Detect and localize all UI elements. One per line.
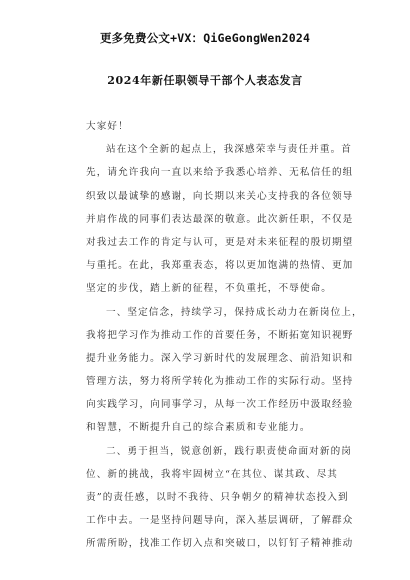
text-line: 工作中去。一是坚持问题导向，深入基层调研，了解群众 — [86, 515, 354, 527]
text-line: 站在这个全新的起点上，我深感荣幸与责任并重。首 — [106, 144, 352, 156]
text-line: 对我过去工作的肯定与认可，更是对未来征程的殷切期望 — [86, 236, 354, 248]
text-line: 大家好！ — [86, 121, 129, 132]
text-line: 织致以最诚挚的感谢，向长期以来关心支持我的各位领导 — [86, 190, 354, 202]
text-line: 管理方法，努力将所学转化为推动工作的实际行动。坚持 — [86, 376, 354, 388]
text-line: 责”的责任感，以时不我待、只争朝夕的精神状态投入到 — [86, 492, 349, 503]
text-line: 和智慧，不断提升自己的综合素质和专业能力。 — [86, 422, 311, 434]
text-line: 先，请允许我向一直以来给予我悉心培养、无私信任的组 — [86, 167, 354, 179]
text-line: 一、坚定信念，持续学习，保持成长动力在新岗位上， — [106, 306, 363, 318]
text-line: 向实践学习，向同事学习，从每一次工作经历中汲取经验 — [86, 399, 354, 411]
text-line: 提升业务能力。深入学习新时代的发展理念、前沿知识和 — [86, 352, 354, 364]
document-body — [86, 115, 363, 556]
text-line: 我将把学习作为推动工作的首要任务，不断拓宽知识视野 — [86, 329, 354, 341]
text-line: 所需所盼，找准工作切入点和突破口，以钉钉子精神推动 — [86, 538, 354, 550]
text-line: 并肩作战的同事们表达最深的敬意。此次新任职，不仅是 — [86, 213, 354, 225]
promo-banner: 更多免费公文+VX：QiGeGongWen2024 — [99, 31, 311, 45]
text-line: 与重托。在此，我郑重表态，将以更加饱满的热情、更加 — [86, 260, 354, 272]
text-line: 位、新的挑战，我将牢固树立“在其位、谋其政、尽其 — [86, 468, 338, 480]
document-title: 2024年新任职领导干部个人表态发言 — [107, 74, 303, 87]
text-line: 二、勇于担当，锐意创新，践行职责使命面对新的岗 — [106, 445, 352, 457]
text-line: 坚定的步伐，踏上新的征程，不负重托，不辱使命。 — [86, 283, 332, 295]
